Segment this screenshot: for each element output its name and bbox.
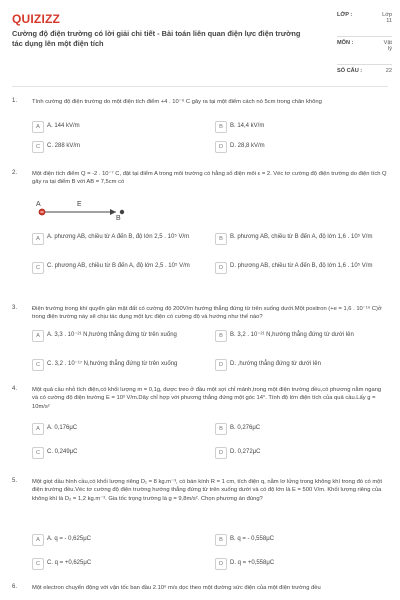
- meta-class-value: Lớp 11: [382, 12, 392, 24]
- option-text: A. 3,3 . 10⁻²¹ N,hướng thẳng đứng từ trên xuống: [47, 332, 177, 338]
- answer-option-b[interactable]: [215, 121, 390, 133]
- option-text: B. 3,2 . 10⁻²¹ N,hướng thẳng đứng từ dưới lên: [230, 332, 354, 338]
- option-text: C. phương AB, chiều từ B đến A, độ lớn 2,5 . 10⁵ V/m: [47, 263, 190, 269]
- meta-subject-row: [337, 40, 392, 64]
- question-number: 4.: [12, 386, 18, 392]
- field-vector-diagram: [32, 198, 152, 220]
- answer-option-c[interactable]: [32, 141, 202, 153]
- question-text: Một electron chuyển động với vận tốc ban đầu 2.10⁶ m/s dọc theo một đường sức điện của một điện trường đều: [32, 585, 321, 591]
- option-letter-box: C: [32, 447, 44, 459]
- option-letter-box: B: [215, 423, 227, 435]
- question-number: 1.: [12, 98, 18, 104]
- answer-option-c[interactable]: [32, 262, 207, 284]
- field-e-label: E: [77, 201, 82, 208]
- answer-option-c[interactable]: [32, 447, 207, 459]
- option-letter-box: B: [215, 534, 227, 546]
- option-letter-box: A: [32, 121, 44, 133]
- option-letter-box: D: [215, 558, 227, 570]
- option-text: C. 3,2 . 10⁻¹⁷ N,hướng thẳng đứng từ trên xuống: [47, 361, 178, 367]
- meta-divider: [337, 64, 392, 65]
- worksheet-meta: [337, 12, 392, 74]
- option-letter-box: A: [32, 330, 44, 342]
- answer-option-d[interactable]: [215, 262, 390, 284]
- question-1: [12, 98, 392, 158]
- answer-option-d[interactable]: [215, 141, 390, 153]
- question-text: Một quả cầu nhỏ tích điện,có khối lượng m = 0,1g, được treo ở đầu một sợi chỉ mảnh,trong một điện trường đều,có phương nằm ngang và có cường độ điện trường E = 10³ V/m.Dây chỉ hợp với phương thẳng đứng một góc 14°. Tính độ lớn điện tích của quả cầu.Lấy g = 10m/s²: [32, 387, 382, 410]
- answer-option-a[interactable]: [32, 121, 202, 133]
- header-divider: [12, 86, 388, 87]
- worksheet-title: Cường độ điện trường có lời giải chi tiết - Bài toán liên quan điện lực điện trường tác dụng lên một điện tích: [12, 29, 301, 48]
- option-letter-box: A: [32, 233, 44, 245]
- answer-option-d[interactable]: [215, 558, 390, 570]
- question-text: Một điện tích điểm Q = -2 . 10⁻⁷ C, đặt tại điểm A trong môi trường có hằng số điện môi ε = 2. Véc tơ cường độ điện trường do điện tích Q gây ra tại điểm B với AB = 7,5cm có: [32, 171, 387, 186]
- option-text: A. 0,176μC: [47, 425, 78, 431]
- question-text: Một giọt dầu hình cầu,có khối lượng riêng D₁ = 8 kg.m⁻³, có bán kính R = 1 cm, tích điện q, nằm lơ lửng trong không khí trong đó có một điện trường đều.Véc tơ cường độ điện trường hướng thẳng đứng từ trên xuống dưới và có độ lớn là E = 500 V/m. Khối lượng riêng của không khí là D₂ = 1,2 kg.m⁻³. Gia tốc trọng trường là g = 9,8m/s². Chọn phương án đúng?: [32, 479, 383, 502]
- answer-option-c[interactable]: [32, 359, 207, 371]
- meta-divider: [337, 36, 392, 37]
- point-b-icon: [120, 210, 124, 214]
- meta-subject-label: MÔN :: [337, 40, 354, 46]
- meta-count-value: 22: [385, 68, 392, 74]
- answer-option-c[interactable]: [32, 558, 207, 570]
- option-text: D. 28,8 kV/m: [230, 143, 265, 149]
- question-number: 6.: [12, 584, 18, 590]
- option-text: B. 0,276μC: [230, 425, 261, 431]
- option-text: D. ,hướng thẳng đứng từ dưới lên: [230, 361, 321, 367]
- meta-class-row: [337, 12, 392, 36]
- answer-option-b[interactable]: [215, 534, 390, 546]
- option-letter-box: A: [32, 423, 44, 435]
- answer-option-b[interactable]: [215, 233, 390, 255]
- option-letter-box: A: [32, 534, 44, 546]
- option-letter-box: C: [32, 262, 44, 274]
- meta-count-label: SỐ CÂU :: [337, 68, 363, 74]
- option-letter-box: B: [215, 330, 227, 342]
- question-4: [12, 386, 392, 466]
- meta-class-label: LỚP :: [337, 12, 353, 18]
- answer-option-a[interactable]: [32, 534, 207, 546]
- option-letter-box: D: [215, 262, 227, 274]
- answer-option-a[interactable]: [32, 423, 207, 435]
- quizizz-logo: QUIZIZZ: [12, 12, 61, 26]
- option-text: D. 0,272μC: [230, 449, 261, 455]
- question-text: Tính cường độ điện trường do một điện tích điểm +4 . 10⁻⁹ C gây ra tại một điểm cách nó 5cm trong chân không: [32, 99, 322, 105]
- answer-option-d[interactable]: [215, 447, 390, 459]
- option-text: D. phương AB, chiều từ A đến B, độ lớn 1,6 . 10⁵ V/m: [230, 263, 373, 269]
- meta-subject-value: Vật lý: [383, 40, 392, 52]
- option-letter-box: D: [215, 447, 227, 459]
- option-text: A. q = - 0,625μC: [47, 536, 91, 542]
- option-letter-box: C: [32, 558, 44, 570]
- option-text: A. phương AB, chiều từ A đến B, độ lớn 2,5 . 10⁵ V/m: [47, 234, 190, 240]
- question-number: 2.: [12, 170, 18, 176]
- point-b-label: B: [116, 215, 121, 220]
- option-letter-box: B: [215, 121, 227, 133]
- option-text: C. 0,249μC: [47, 449, 78, 455]
- option-text: C. 288 kV/m: [47, 143, 81, 149]
- option-text: C. q = +0,625μC: [47, 560, 92, 566]
- answer-option-b[interactable]: [215, 330, 390, 342]
- option-text: B. 14,4 kV/m: [230, 123, 265, 129]
- point-a-label: A: [36, 201, 41, 208]
- option-letter-box: D: [215, 359, 227, 371]
- option-text: D. q = +0,558μC: [230, 560, 275, 566]
- answer-option-a[interactable]: [32, 330, 207, 342]
- question-number: 5.: [12, 478, 18, 484]
- question-5: [12, 478, 392, 578]
- option-text: B. q = - 0,558μC: [230, 536, 274, 542]
- option-letter-box: B: [215, 233, 227, 245]
- question-6: [12, 584, 392, 600]
- question-text: Điện trường trong khí quyển gần mặt đất có cường độ 200V/m hướng thẳng đứng từ trên xuống dưới.Một positron (+e = 1,6 . 10⁻¹⁹ C)ở trong điện trường này sẽ chịu tác dụng một lực điện có cường độ và hướng như thế nào?: [32, 306, 382, 321]
- question-3: [12, 305, 392, 380]
- option-text: B. phương AB, chiều từ B đến A, độ lớn 1,6 . 10⁵ V/m: [230, 234, 373, 240]
- question-number: 3.: [12, 305, 18, 311]
- meta-count-row: [337, 68, 392, 74]
- answer-option-b[interactable]: [215, 423, 390, 435]
- option-letter-box: C: [32, 141, 44, 153]
- option-letter-box: C: [32, 359, 44, 371]
- worksheet-header: [0, 0, 400, 88]
- option-letter-box: D: [215, 141, 227, 153]
- answer-option-d[interactable]: [215, 359, 390, 371]
- question-2: [12, 170, 392, 295]
- answer-option-a[interactable]: [32, 233, 207, 255]
- option-text: A. 144 kV/m: [47, 123, 80, 129]
